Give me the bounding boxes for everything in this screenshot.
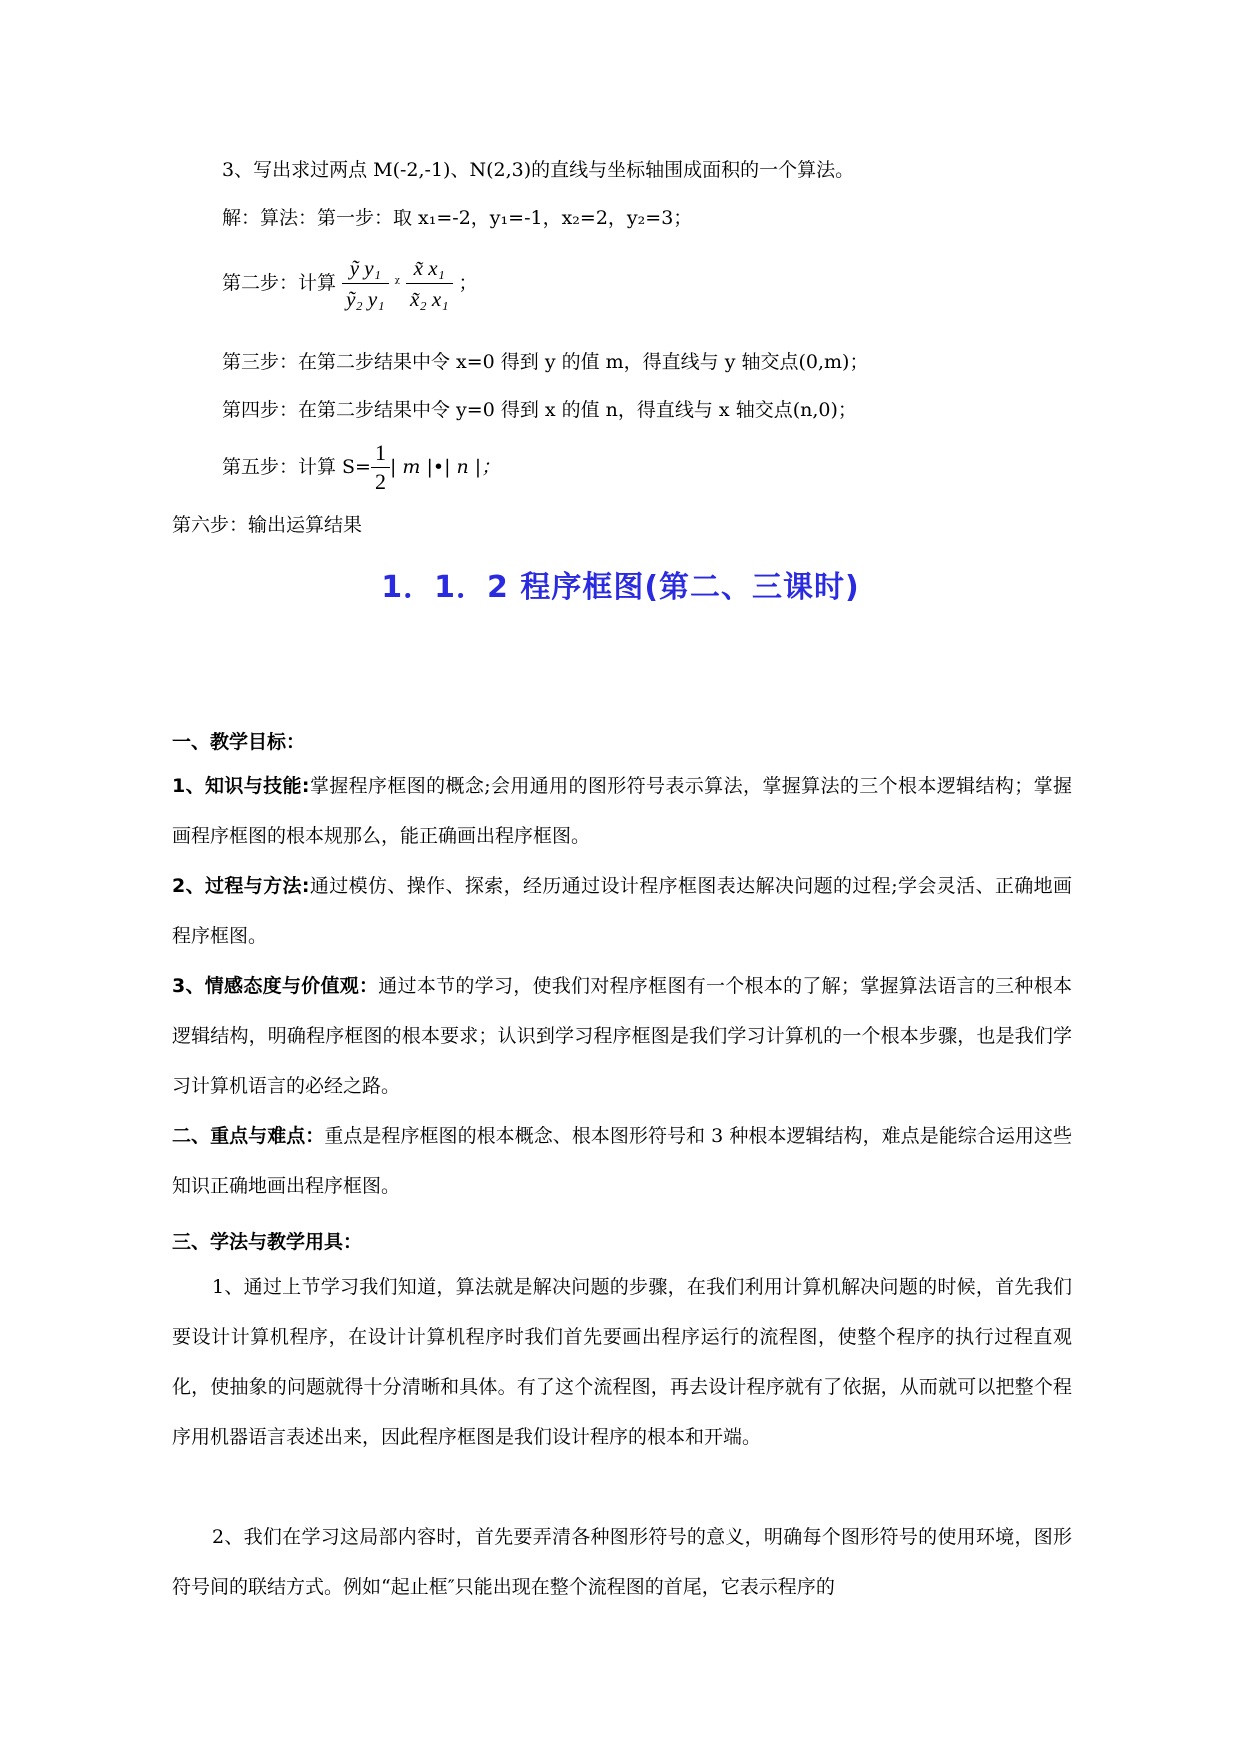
solution-step4: 第四步：在第二步结果中令 y=0 得到 x 的值 n，得直线与 x 轴交点(n,0)； xyxy=(222,399,857,421)
key-points-label: 二、重点与难点： xyxy=(172,1125,325,1147)
problem-statement: 3、写出求过两点 M(-2,-1)、N(2,3)的直线与坐标轴围成面积的一个算法。 xyxy=(222,159,855,181)
key-points-text: 重点是程序框图的根本概念、根本图形符号和 3 种根本逻辑结构，难点是能综合运用这些知识正确地画出程序框图。 xyxy=(172,1125,1072,1197)
fraction-separator: ᵡ xyxy=(394,275,400,291)
method-paragraph-1: 1、通过上节学习我们知道，算法就是解决问题的步骤，在我们利用计算机解决问题的时候，首先我们要设计计算机程序，在设计计算机程序时我们首先要画出程序运行的流程图，使整个程序的执行过程直观化，使抽象的问题就得十分清晰和具体。有了这个流程图，再去设计程序就有了依据，从而就可以把整个程序用机器语言表述出来，因此程序框图是我们设计程序的根本和开端。 xyxy=(172,1276,1072,1448)
fraction-y xyxy=(342,254,389,313)
method-paragraph-2: 2、我们在学习这局部内容时，首先要弄清各种图形符号的意义，明确每个图形符号的使用环境，图形符号间的联结方式。例如“起止框″只能出现在整个流程图的首尾，它表示程序的 xyxy=(172,1526,1072,1598)
objective-1 xyxy=(172,761,1072,861)
objective-3-text: 通过本节的学习，使我们对程序框图有一个根本的了解；掌握算法语言的三种根本逻辑结构，明确程序框图的根本要求；认识到学习程序框图是我们学习计算机的一个根本步骤，也是我们学习计算机语言的必经之路。 xyxy=(172,975,1072,1097)
fraction-y-denominator: ỹ₂ y₁ xyxy=(346,286,385,311)
solution-prefix: 解：算法：第一步：取 xyxy=(222,207,419,229)
objective-2-text: 通过模仿、操作、探索，经历通过设计程序框图表达解决问题的过程;学会灵活、正确地画程序框图。 xyxy=(172,875,1072,947)
fraction-x-denominator: x̃₂ x₁ xyxy=(410,286,449,311)
solution-step3: 第三步：在第二步结果中令 x=0 得到 y 的值 m，得直线与 y 轴交点(0,m)； xyxy=(222,351,869,373)
objective-3 xyxy=(172,961,1072,1111)
objective-3-label: 3、情感态度与价值观： xyxy=(172,975,379,997)
step5-label: 第五步：计算 S= xyxy=(222,456,371,478)
objective-1-label: 1、知识与技能: xyxy=(172,775,310,797)
fraction-half xyxy=(371,440,390,495)
fraction-x-numerator: x̃ x₁ xyxy=(406,254,453,284)
section1-heading: 一、教学目标： xyxy=(172,731,306,753)
half-denominator: 2 xyxy=(374,468,386,494)
fraction-x xyxy=(406,254,453,313)
objective-1-text: 掌握程序框图的概念;会用通用的图形符号表示算法，掌握算法的三个根本逻辑结构；掌握画程序框图的根本规那么，能正确画出程序框图。 xyxy=(172,775,1072,847)
solution-step2: 第二步：计算 $\frac{\text{ỹ y₁}}{\text{ỹ₂ y₁}}$ ᵡ $\frac{\text{x̃ x₁}}{\text{x̃₂ x₁}}$ ； xyxy=(222,255,478,311)
fraction-y-numerator: ỹ y₁ xyxy=(342,254,389,284)
section-title: 1．1．2 程序框图(第二、三课时) xyxy=(381,570,860,605)
objective-2-label: 2、过程与方法: xyxy=(172,875,310,897)
step5-expression: | m |•| n |； xyxy=(389,456,501,478)
solution-step1 xyxy=(222,206,692,230)
objective-2 xyxy=(172,861,1072,961)
section3-heading: 三、学法与教学用具： xyxy=(172,1231,363,1253)
step2-label: 第二步：计算 xyxy=(222,272,337,294)
key-points xyxy=(172,1111,1072,1211)
solution-values: x₁=-2，y₁=-1，x₂=2，y₂=3； xyxy=(418,207,693,229)
solution-step6: 第六步：输出运算结果 xyxy=(172,514,363,536)
solution-step5 xyxy=(222,436,500,497)
half-numerator: 1 xyxy=(371,440,390,468)
